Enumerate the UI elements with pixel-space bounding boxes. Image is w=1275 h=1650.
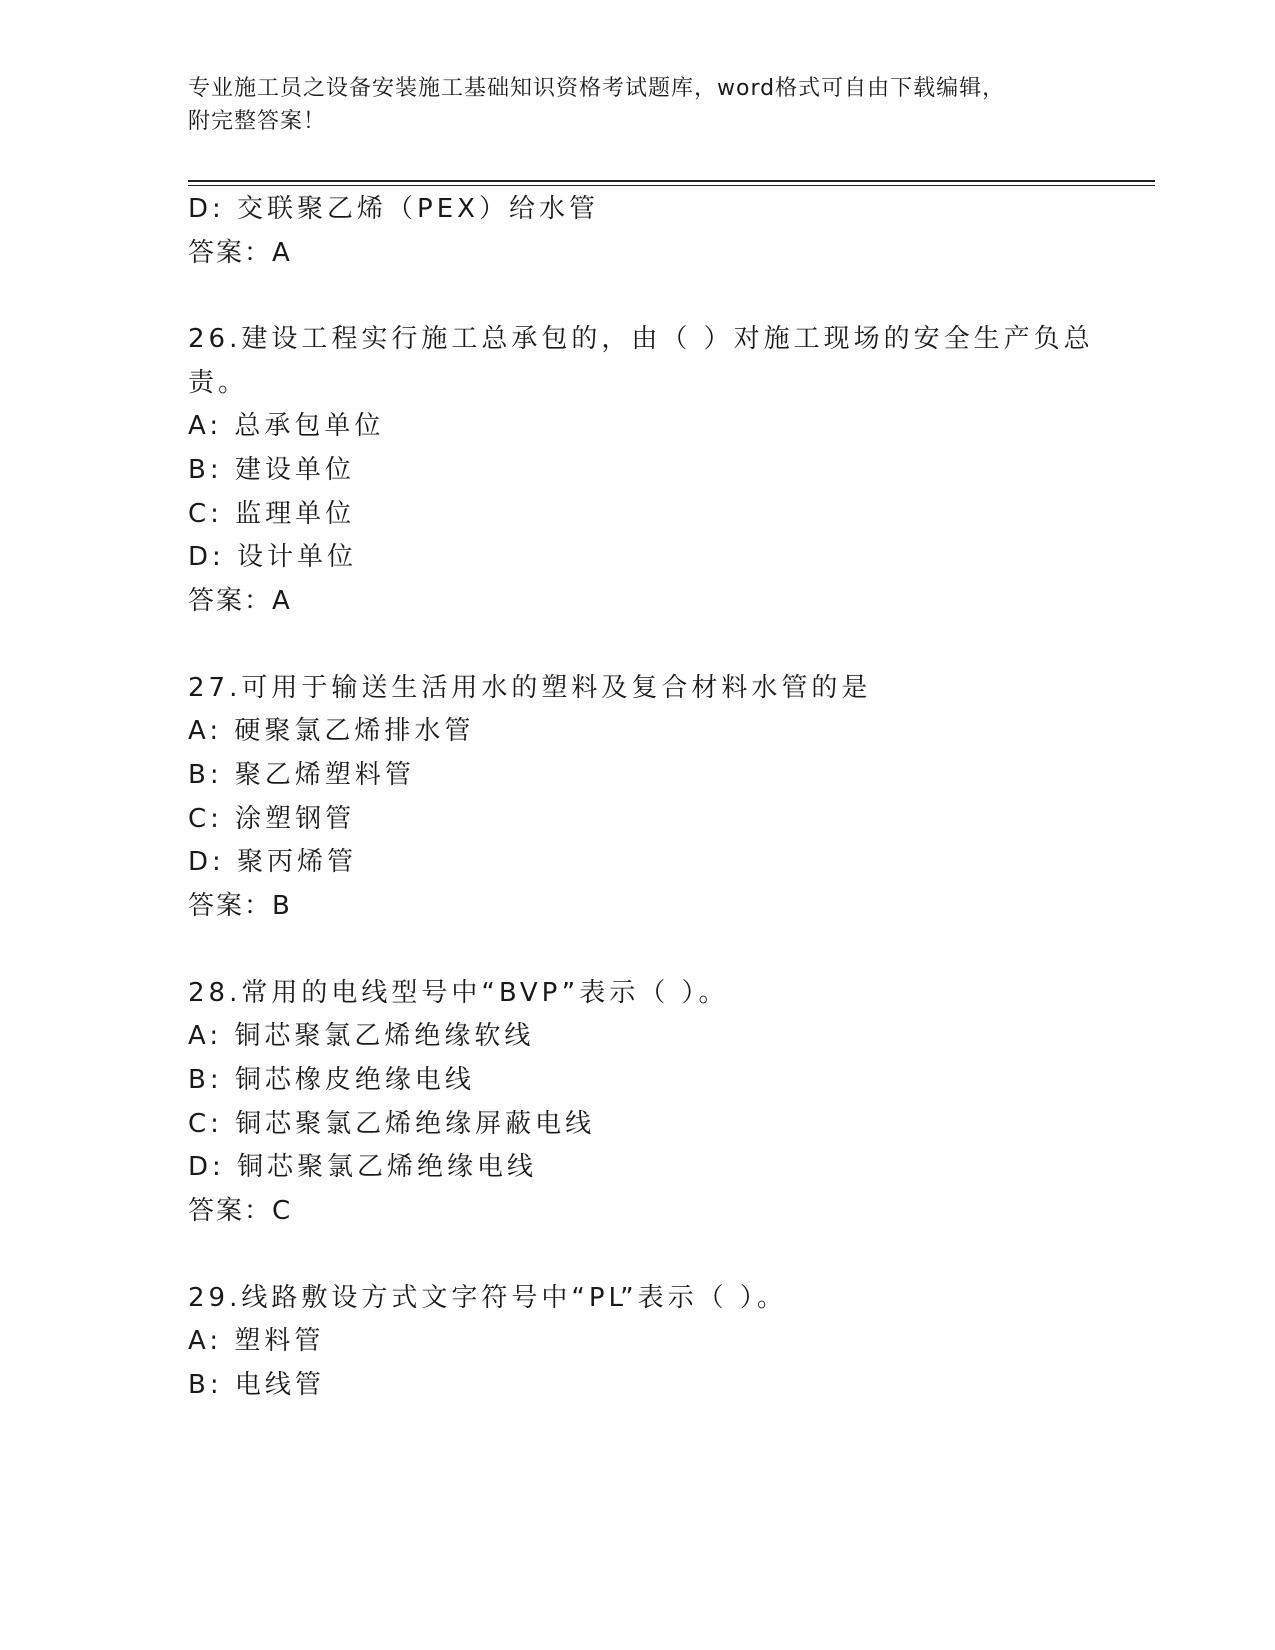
question-stem: 28.常用的电线型号中“BVP”表示（ ）。	[188, 978, 729, 1008]
option-d: D: 铜芯聚氯乙烯绝缘电线	[188, 1152, 538, 1182]
option-b: B: 铜芯橡皮绝缘电线	[188, 1065, 475, 1095]
answer-line: 答案：A	[188, 586, 292, 616]
option-c: C: 监理单位	[188, 499, 356, 529]
answer-line: 答案：A	[188, 238, 292, 268]
option-b: B: 聚乙烯塑料管	[188, 760, 415, 790]
option-d: D: 交联聚乙烯（PEX）给水管	[188, 194, 599, 224]
question-stem: 29.线路敷设方式文字符号中“PL”表示（ ）。	[188, 1283, 787, 1313]
option-a: A: 塑料管	[188, 1326, 325, 1356]
header-line-2: 附完整答案！	[188, 109, 327, 134]
option-a: A: 硬聚氯乙烯排水管	[188, 716, 475, 746]
option-b: B: 建设单位	[188, 455, 355, 485]
document-header	[188, 72, 1088, 138]
header-divider-thin	[188, 185, 1155, 186]
question-stem: 27.可用于输送生活用水的塑料及复合材料水管的是	[188, 673, 872, 703]
header-divider-thick	[188, 180, 1155, 182]
option-c: C: 涂塑钢管	[188, 804, 356, 834]
question-stem-cont: 责。	[188, 368, 249, 398]
option-b: B: 电线管	[188, 1370, 325, 1400]
option-a: A: 铜芯聚氯乙烯绝缘软线	[188, 1021, 535, 1051]
option-d: D: 聚丙烯管	[188, 847, 358, 877]
option-c: C: 铜芯聚氯乙烯绝缘屏蔽电线	[188, 1109, 596, 1139]
header-line-1: 专业施工员之设备安装施工基础知识资格考试题库，word格式可自由下载编辑，	[188, 76, 1006, 101]
option-a: A: 总承包单位	[188, 411, 385, 441]
answer-line: 答案：C	[188, 1196, 293, 1226]
answer-line: 答案：B	[188, 891, 292, 921]
question-stem: 26.建设工程实行施工总承包的，由（ ）对施工现场的安全生产负总	[188, 324, 1094, 354]
option-d: D: 设计单位	[188, 542, 358, 572]
